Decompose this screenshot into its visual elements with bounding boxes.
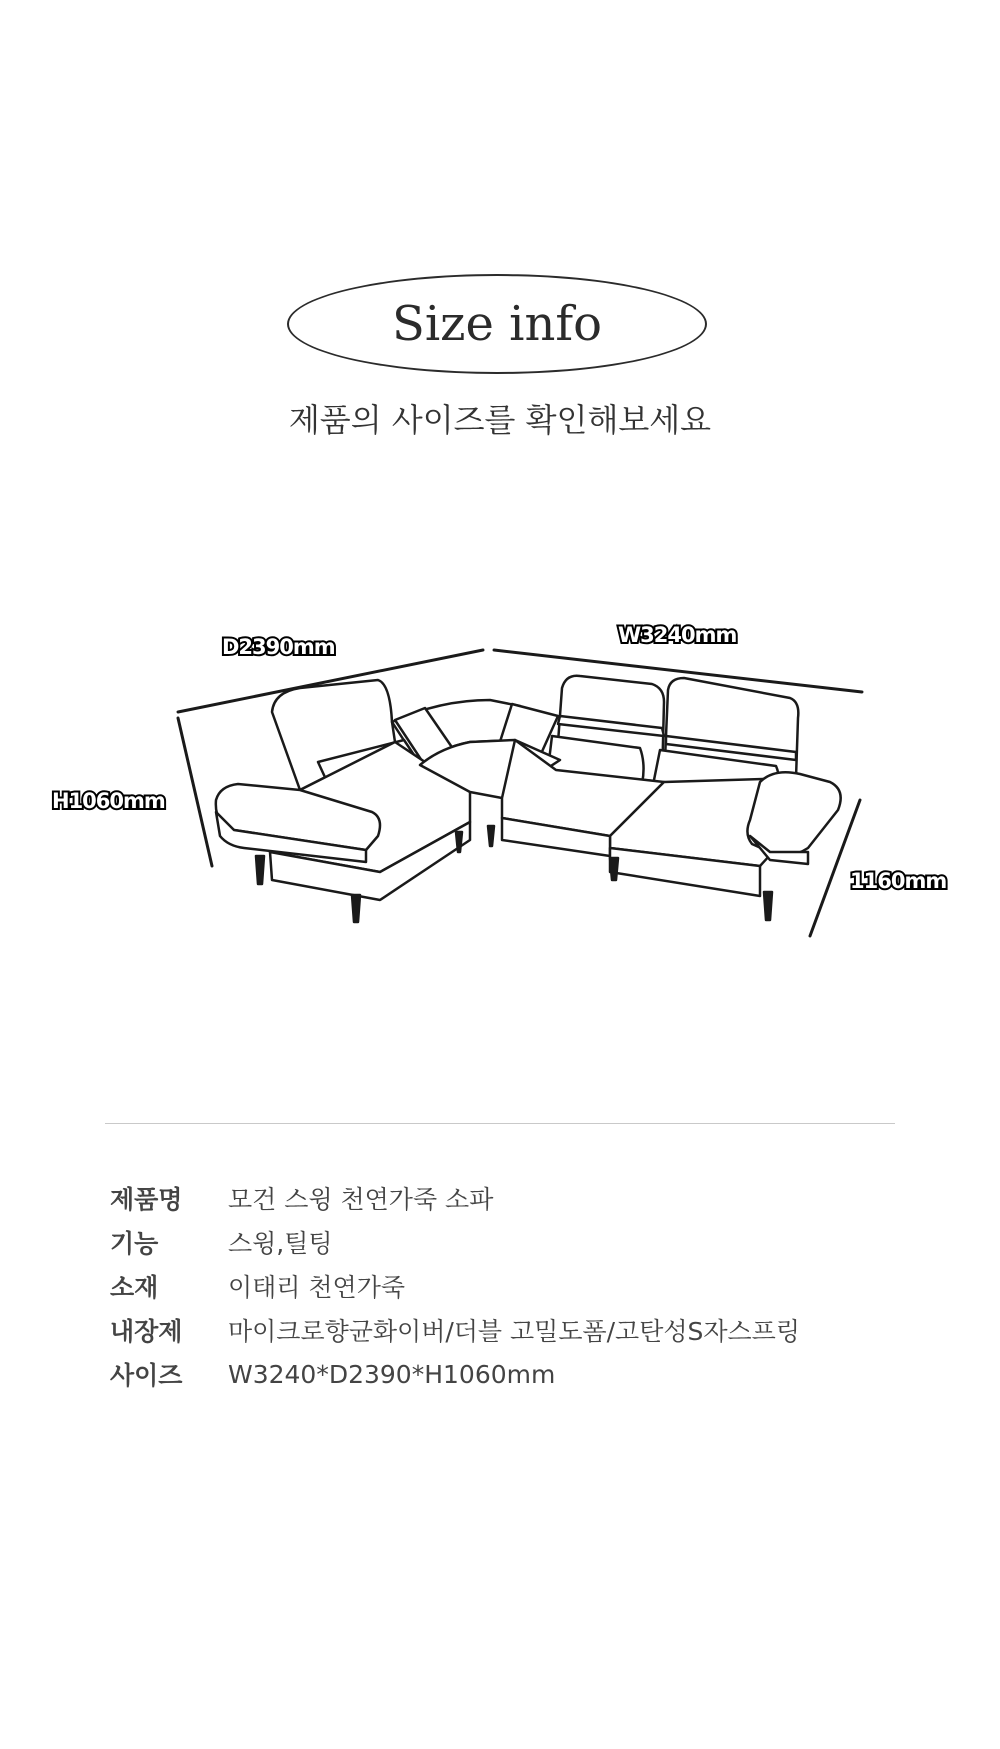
page-title: Size info [391, 296, 603, 352]
spec-value: 이태리 천연가죽 [228, 1273, 405, 1302]
depth-dimension-label: D2390mm [222, 635, 335, 659]
spec-table [110, 1176, 900, 1396]
spec-value: 스윙,틸팅 [228, 1229, 333, 1258]
title-oval [287, 274, 707, 374]
spec-value: 모건 스윙 천연가죽 소파 [228, 1185, 494, 1214]
spec-row-function [110, 1220, 900, 1264]
spec-value: 마이크로향균화이버/더블 고밀도폼/고탄성S자스프링 [228, 1317, 800, 1346]
spec-label: 제품명 [110, 1185, 183, 1214]
width-dimension-label: W3240mm [618, 623, 737, 647]
spec-label: 사이즈 [110, 1361, 183, 1390]
page-subtitle: 제품의 사이즈를 확인해보세요 [288, 401, 712, 439]
side-dimension-label: 1160mm [850, 869, 947, 893]
spec-label: 기능 [110, 1229, 159, 1258]
spec-row-material [110, 1264, 900, 1308]
height-dimension-label: H1060mm [52, 789, 165, 813]
sectional-sofa-icon [0, 600, 1000, 960]
section-divider [105, 1123, 895, 1124]
spec-row-product-name [110, 1176, 900, 1220]
spec-label: 소재 [110, 1273, 159, 1302]
spec-label: 내장제 [110, 1317, 183, 1346]
spec-row-size [110, 1352, 900, 1396]
spec-row-filling [110, 1308, 900, 1352]
spec-value: W3240*D2390*H1060mm [228, 1359, 556, 1389]
